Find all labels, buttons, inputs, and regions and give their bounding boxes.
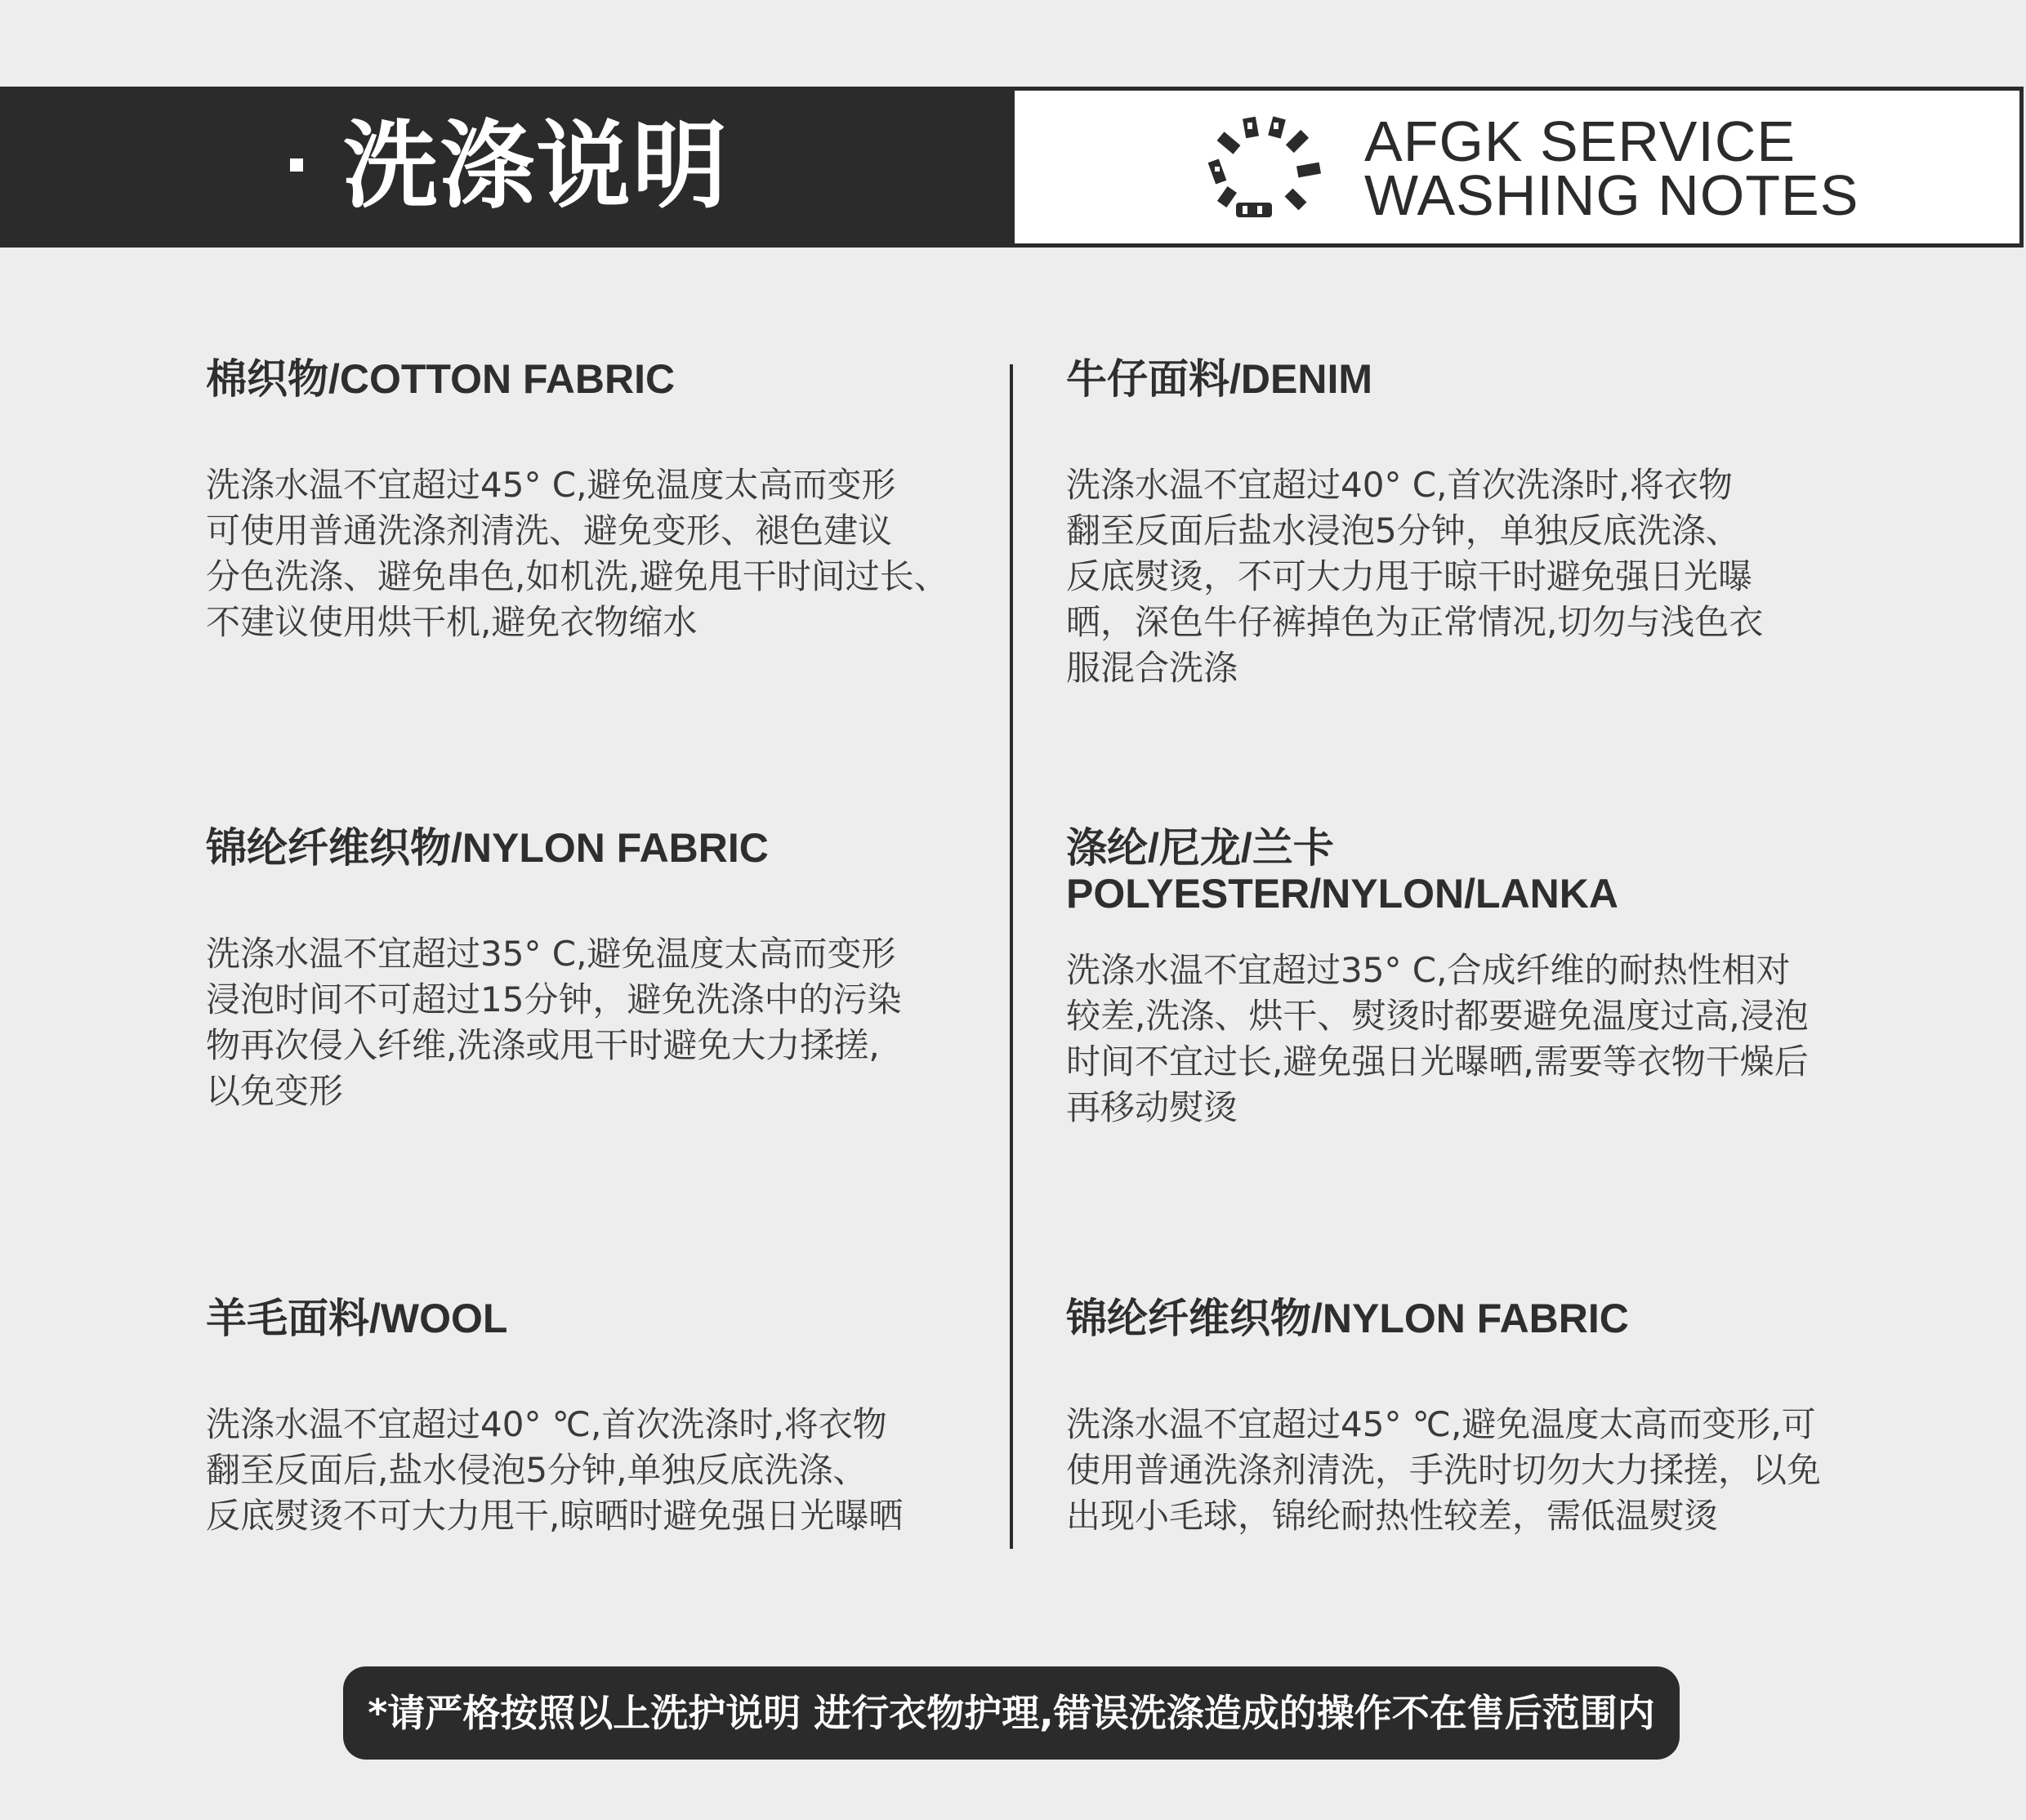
- section-title-en: POLYESTER/NYLON/LANKA: [1066, 871, 1619, 917]
- section-body: [1066, 1402, 1821, 1539]
- section-cotton: [206, 356, 948, 645]
- body-line: 出现小毛球，锦纶耐热性较差，需低温熨烫: [1066, 1496, 1719, 1536]
- body-line: 不建议使用烘干机,避免衣物缩水: [206, 602, 698, 642]
- body-line: 浸泡时间不可超过15分钟，避免洗涤中的污染: [206, 979, 902, 1019]
- section-body: [1066, 462, 1763, 691]
- body-line: 洗涤水温不宜超过45° ℃,避免温度太高而变形,可: [1066, 1404, 1816, 1444]
- section-nylon-fabric-right: [1066, 1296, 1821, 1539]
- section-wool: [206, 1296, 903, 1539]
- section-body: [1066, 948, 1809, 1131]
- body-line: 翻至反面后盐水浸泡5分钟，单独反底洗涤、: [1066, 511, 1740, 551]
- body-line: 反底熨烫不可大力甩干,晾晒时避免强日光曝晒: [206, 1496, 904, 1536]
- section-nylon-fabric-left: [206, 825, 901, 1114]
- column-divider: [1010, 364, 1013, 1549]
- section-title: 锦纶纤维织物/NYLON FABRIC: [1066, 1296, 1629, 1341]
- section-body: [206, 931, 901, 1114]
- body-line: 服混合洗涤: [1066, 648, 1238, 688]
- body-line: 再移动熨烫: [1066, 1087, 1238, 1127]
- section-body: [206, 462, 948, 645]
- body-line: 洗涤水温不宜超过35° C,合成纤维的耐热性相对: [1066, 950, 1791, 990]
- section-title: 羊毛面料/WOOL: [206, 1296, 508, 1341]
- section-title: 牛仔面料/DENIM: [1066, 356, 1372, 402]
- body-line: 使用普通洗涤剂清洗，手洗时切勿大力揉搓，以免: [1066, 1450, 1822, 1490]
- brand-subtitle: WASHING NOTES: [1364, 163, 1859, 227]
- page-title: 洗涤说明: [343, 111, 729, 221]
- body-line: 时间不宜过长,避免强日光曝晒,需要等衣物干燥后: [1066, 1042, 1809, 1082]
- body-line: 洗涤水温不宜超过35° C,避免温度太高而变形: [206, 934, 896, 974]
- brand-name: AFGK SERVICE: [1364, 109, 1796, 173]
- body-line: 翻至反面后,盐水侵泡5分钟,单独反底洗涤、: [206, 1450, 868, 1490]
- body-line: 晒，深色牛仔裤掉色为正常情况,切勿与浅色衣: [1066, 602, 1764, 642]
- body-line: 可使用普通洗涤剂清洗、避免变形、褪色建议: [206, 511, 893, 551]
- section-title: 锦纶纤维织物/NYLON FABRIC: [206, 825, 769, 871]
- section-polyester: [1066, 825, 1809, 1131]
- disclaimer-banner: *请严格按照以上洗护说明 进行衣物护理,错误洗涤造成的操作不在售后范围内: [343, 1666, 1680, 1760]
- section-title: 棉织物/COTTON FABRIC: [206, 356, 676, 402]
- body-line: 分色洗涤、避免串色,如机洗,避免甩干时间过长、: [206, 556, 948, 596]
- bullet-dot: [290, 158, 303, 172]
- body-line: 反底熨烫，不可大力甩于晾干时避免强日光曝: [1066, 556, 1753, 596]
- section-title-cn: 涤纶/尼龙/兰卡: [1066, 825, 1334, 871]
- body-line: 较差,洗涤、烘干、熨烫时都要避免温度过高,浸泡: [1066, 996, 1809, 1036]
- section-denim: [1066, 356, 1763, 691]
- body-line: 洗涤水温不宜超过45° C,避免温度太高而变形: [206, 465, 896, 505]
- body-line: 洗涤水温不宜超过40° C,首次洗涤时,将衣物: [1066, 465, 1733, 505]
- body-line: 物再次侵入纤维,洗涤或甩干时避免大力揉搓,: [206, 1025, 880, 1065]
- body-line: 洗涤水温不宜超过40° ℃,首次洗涤时,将衣物: [206, 1404, 887, 1444]
- body-line: 以免变形: [206, 1071, 344, 1111]
- circular-text-logo-icon: [1205, 113, 1323, 230]
- section-body: [206, 1402, 903, 1539]
